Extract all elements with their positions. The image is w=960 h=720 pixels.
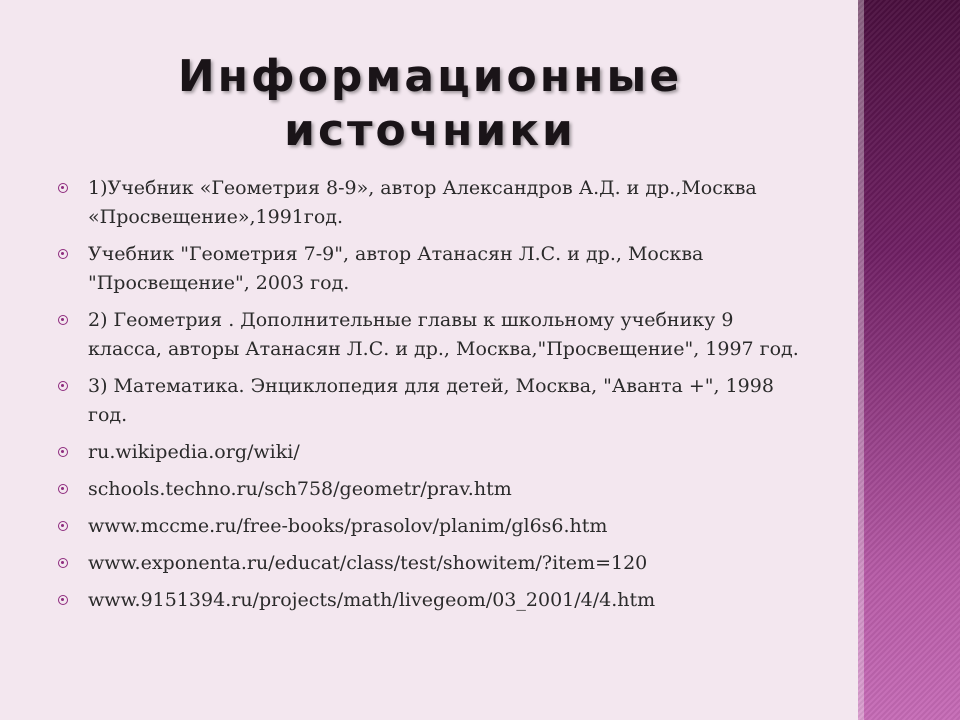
list-item-text: Учебник "Геометрия 7-9", автор Атанасян Л.С. и др., Москва "Просвещение", 2003 год. xyxy=(88,243,704,294)
list-item xyxy=(56,174,806,232)
title-line-2: источники xyxy=(284,105,576,156)
list-item-text: 2) Геометрия . Дополнительные главы к школьному учебнику 9 класса, авторы Атанасян Л.С. и др., Москва,"Просвещение", 1997 год. xyxy=(88,309,799,360)
list-item-text: 1)Учебник «Геометрия 8-9», автор Александров А.Д. и др.,Москва «Просвещение»,1991год. xyxy=(88,177,757,228)
list-item xyxy=(56,586,806,615)
sources-list xyxy=(56,174,806,623)
bullet-icon xyxy=(58,315,68,325)
slide-title xyxy=(120,50,740,158)
title-line-1: Информационные xyxy=(177,51,683,102)
list-item-text: www.exponenta.ru/educat/class/test/showitem/?item=120 xyxy=(88,552,648,574)
bullet-icon xyxy=(58,447,68,457)
bullet-icon xyxy=(58,484,68,494)
list-item xyxy=(56,475,806,504)
list-item-text: ru.wikipedia.org/wiki/ xyxy=(88,441,300,463)
list-item xyxy=(56,512,806,541)
bullet-icon xyxy=(58,249,68,259)
bullet-icon xyxy=(58,521,68,531)
list-item-text: 3) Математика. Энциклопедия для детей, Москва, "Аванта +", 1998 год. xyxy=(88,375,774,426)
list-item xyxy=(56,438,806,467)
list-item xyxy=(56,240,806,298)
bullet-icon xyxy=(58,183,68,193)
bullet-icon xyxy=(58,381,68,391)
decorative-side-panel xyxy=(858,0,960,720)
bullet-icon xyxy=(58,595,68,605)
list-item xyxy=(56,306,806,364)
list-item-text: schools.techno.ru/sch758/geometr/prav.htm xyxy=(88,478,512,500)
list-item-text: www.mccme.ru/free-books/prasolov/planim/gl6s6.htm xyxy=(88,515,608,537)
list-item-text: www.9151394.ru/projects/math/livegeom/03_2001/4/4.htm xyxy=(88,589,656,611)
bullet-icon xyxy=(58,558,68,568)
list-item xyxy=(56,549,806,578)
list-item xyxy=(56,372,806,430)
